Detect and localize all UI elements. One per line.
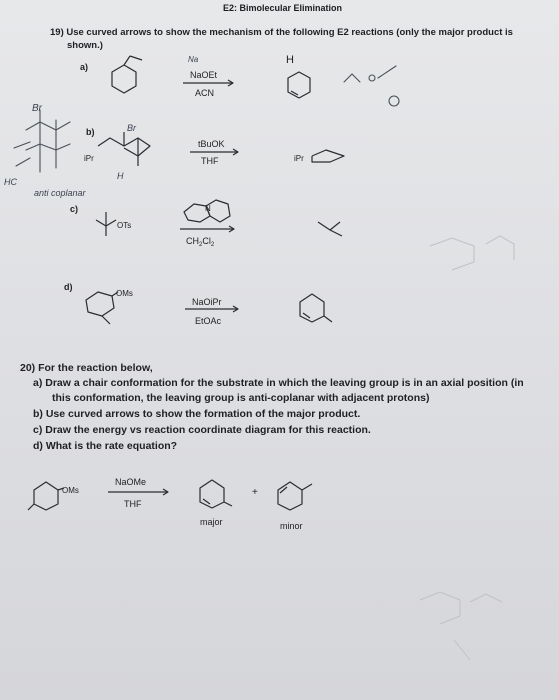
q20d: d) What is the rate equation? <box>33 440 178 452</box>
q19b-ipr: iPr <box>84 154 94 163</box>
q19c-substrate <box>96 212 116 236</box>
bleed-through-drawings <box>420 236 514 660</box>
q19a-reaction-arrow <box>183 80 233 86</box>
handwritten-br-top: Br <box>127 123 136 133</box>
q19d-reaction-arrow <box>185 306 238 312</box>
q19b-reagent2: THF <box>201 156 219 166</box>
q20-oms: OMs <box>62 486 79 495</box>
q19a-substrate-ring <box>112 56 142 93</box>
q20a-line1: a) Draw a chair conformation for the substrate in which the leaving group is in an axial position (in <box>33 377 524 389</box>
q20-reaction-arrow <box>108 489 168 495</box>
q19a-product-H: H <box>286 54 294 66</box>
q19d-reagent1: NaOiPr <box>192 297 222 307</box>
q19c-product <box>318 222 342 236</box>
q20-substrate <box>28 482 64 510</box>
q19b-product <box>312 150 344 162</box>
q20-intro: 20) For the reaction below, <box>20 362 153 374</box>
q19c-ots: OTs <box>117 221 132 230</box>
q20-plus: + <box>252 487 258 498</box>
q19-text: 19) Use curved arrows to show the mechanism of the following E2 reactions (only the major product is <box>50 27 513 38</box>
q20-major-product <box>200 480 232 508</box>
handwritten-br-left: Br <box>32 103 42 114</box>
q20-major-label: major <box>200 517 223 527</box>
q19d-oms: OMs <box>116 289 133 298</box>
q19d-reagent2: EtOAc <box>195 316 222 326</box>
q19a-handwritten-ethoxide <box>344 66 399 106</box>
q20-minor-product <box>278 482 312 510</box>
q19c-reagent: $CH_2Cl_2$ <box>186 236 215 248</box>
q19b-reagent1: tBuOK <box>198 139 225 149</box>
handwritten-chair-left <box>14 110 70 172</box>
handwritten-h: H <box>117 171 124 181</box>
q19d-product <box>300 294 332 322</box>
q19c-base-N: N <box>205 204 211 213</box>
q20c: c) Draw the energy vs reaction coordinate diagram for this reaction. <box>33 424 371 436</box>
q20b: b) Use curved arrows to show the formation of the major product. <box>33 408 361 420</box>
q19c-label: c) <box>70 204 79 214</box>
handwritten-hc: HC <box>4 177 17 187</box>
q20-minor-label: minor <box>280 521 303 531</box>
q19d-substrate <box>86 292 118 324</box>
q20a-line2: this conformation, the leaving group is anti-coplanar with adjacent protons) <box>52 392 430 404</box>
q19d-label: d) <box>64 282 73 292</box>
q19c-base-structure <box>184 200 230 222</box>
q19a-reagent1: NaOEt <box>190 70 218 80</box>
q20-reagent1: NaOMe <box>115 477 147 487</box>
q19b-product-ipr: iPr <box>294 154 304 163</box>
q19a-product-ring <box>288 72 310 98</box>
q19a-label: a) <box>80 62 89 72</box>
q19a-handwritten-na: Na <box>188 55 199 64</box>
q19-text-cont: shown.) <box>67 40 103 51</box>
handwritten-anti-coplanar: anti coplanar <box>34 188 86 198</box>
q19b-reaction-arrow <box>190 149 238 155</box>
q19b-substrate <box>98 132 150 166</box>
q20-reagent2: THF <box>124 499 142 509</box>
q19a-reagent2: ACN <box>195 88 215 98</box>
q19b-label: b) <box>86 127 95 137</box>
page-header-title: E2: Bimolecular Elimination <box>223 3 343 13</box>
q19c-reaction-arrow <box>180 226 234 232</box>
